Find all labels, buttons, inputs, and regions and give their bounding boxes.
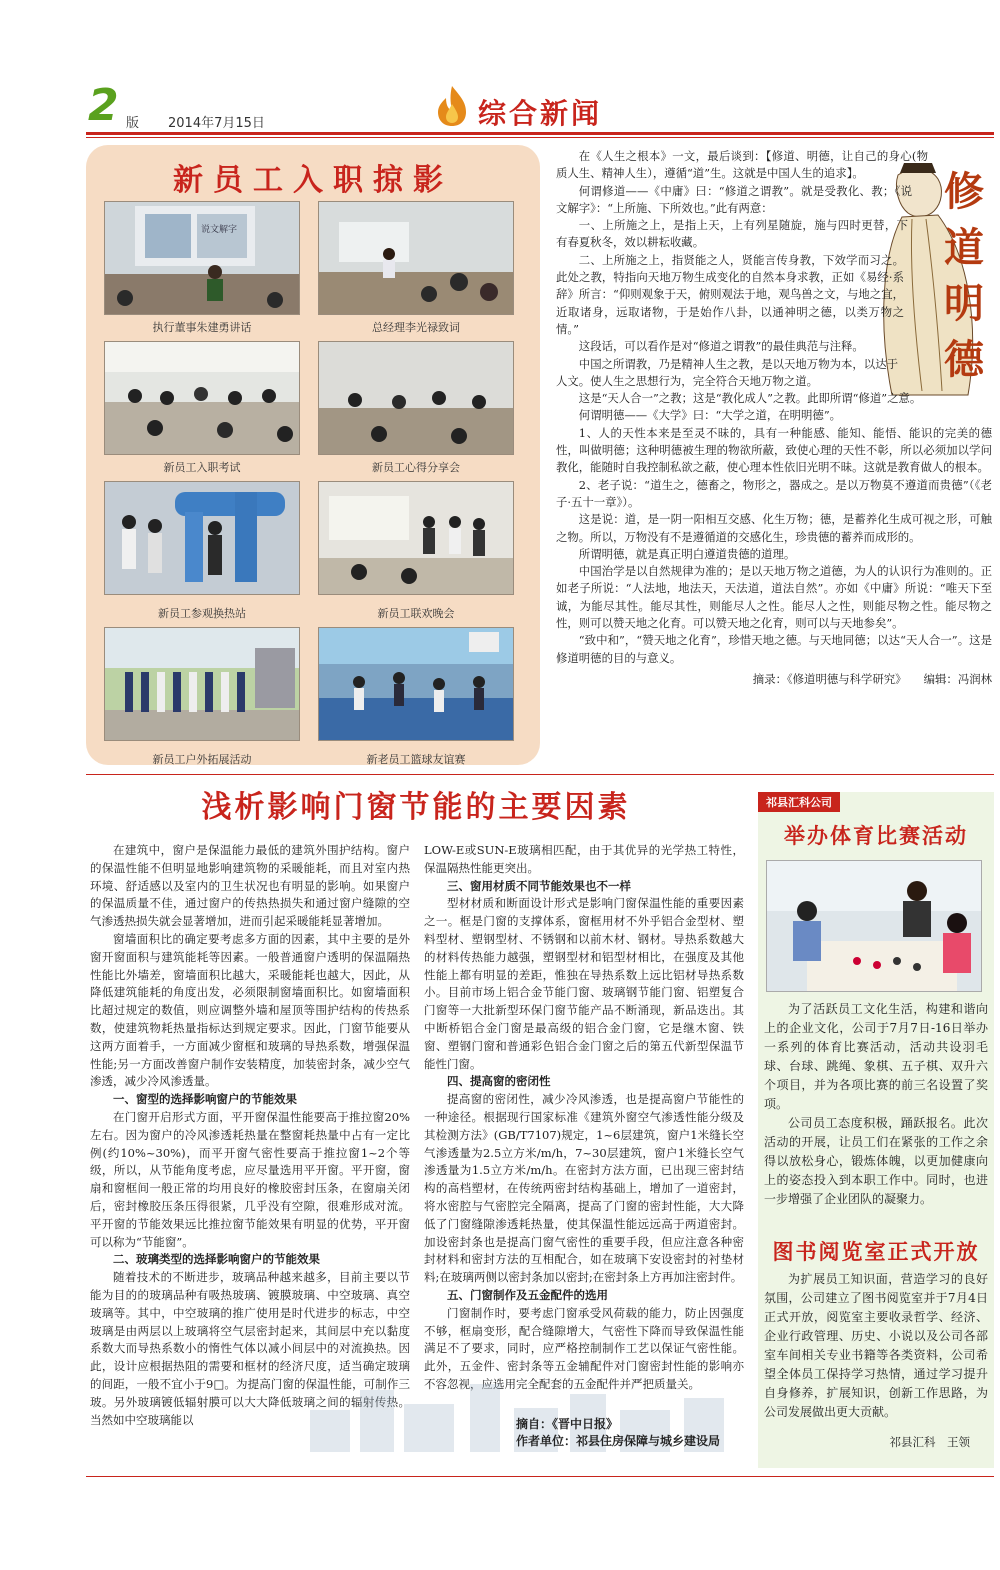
energy-source: 摘自：《晋中日报》 — [516, 1417, 619, 1431]
energy-author: 作者单位：祁县住房保障与城乡建设局 — [516, 1434, 721, 1448]
section-heading: 三、窗用材质不同节能效果也不一样 — [447, 878, 631, 893]
photo-speech-gm — [318, 201, 514, 315]
photo-basketball — [318, 627, 514, 741]
paragraph: 在建筑中，窗户是保温能力最低的建筑外围护结构。窗户的保温性能不但明显地影响建筑物的采暖能耗，而且对室内热环境、舒适感以及室内的卫生状况也有明显的影响。如果窗户的保温质量不佳，通过窗户的传热热损失和通过窗户缝隙的空气渗透热损失就会显著增加，进而引起采暖能耗显著增加。 — [90, 843, 410, 929]
sports-para-1: 为了活跃员工文化生活，构建和谐向上的企业文化，公司于7月7日-16日举办一系列的体育比赛活动，活动共设羽毛球、台球、跳绳、象棋、五子棋、双升六个项目，并为各项比赛的前三名设置了奖项。 — [764, 1002, 988, 1111]
photo-chess-game — [766, 860, 982, 992]
energy-article-title: 浅析影响门窗节能的主要因素 — [201, 790, 631, 825]
xiudao-source: 摘录：《修道明德与科学研究》 编辑：冯润林 — [752, 671, 992, 686]
xiudao-para-12: 所谓明德，就是真正明白遵道贵德的道理。 — [578, 546, 796, 561]
caption-1: 执行董事朱建勇讲话 — [152, 321, 252, 334]
xiudao-para-11: 这是说：道，是一阴一阳相互交感、化生万物；德，是蓄养化生成可视之形，可触之物。所以，万物没有不是遵循道的交感化生，珍贵德的蓄养而成形的。 — [556, 512, 992, 544]
xiudao-para-8: 何谓明德——《大学》曰：“大学之道，在明明德”。 — [578, 408, 842, 423]
header-rule-thin — [86, 137, 994, 138]
caption-4: 新员工心得分享会 — [372, 461, 460, 474]
flame-logo-icon — [432, 84, 472, 128]
xiudao-para-7: 这是“天人合一”之教；这是“教化成人”之教。此即所谓“修道”之意。 — [578, 391, 922, 406]
photo-outdoor-training — [104, 627, 300, 741]
art-char-de: 德 — [944, 336, 984, 383]
section-heading: 二、玻璃类型的选择影响窗户的节能效果 — [113, 1252, 320, 1267]
footer-rule — [86, 1476, 994, 1477]
section-heading: 五、门窗制作及五金配件的选用 — [447, 1287, 608, 1302]
xiudao-para-13: 中国治学是以自然规律为准的；是以天地万物之道德，为人的认识行为准则的。正如老子所说：“人法地，地法天，天法道，道法自然”。亦如《中庸》所说：“唯天下至诚，为能尽其性。能尽其性，则能尽人之性。能尽人之性，则能尽物之性。能尽物之性，则可以赞天地之化育。可以赞天地之化育，则可以与天地参矣”。 — [556, 564, 992, 631]
sports-para-2: 公司员工态度积极，踊跃报名。此次活动的开展，让员工们在紧张的工作之余得以放松身心，锻炼体魄，以更加健康向上的姿态投入到本职工作中。同时，也进一步增强了企业团队的凝聚力。 — [764, 1116, 988, 1206]
caption-5: 新员工参观换热站 — [158, 607, 246, 620]
library-title: 图书阅览室正式开放 — [772, 1239, 980, 1264]
xiudao-para-2: 何谓修道——《中庸》曰：“修道之谓教”。就是受教化、教；《说文解字》：“上所施、下所效也。”此有两意： — [556, 183, 912, 215]
energy-column-2 — [424, 842, 744, 1394]
caption-8: 新老员工篮球友谊赛 — [366, 753, 466, 766]
xiudao-para-6: 中国之所谓教，乃是精神人生之教，是以天地万物为本，以达于人文。使人生之思想行为，完全符合天地万物之道。 — [556, 356, 898, 388]
photo-sharing-session — [318, 341, 514, 455]
xiudao-para-14: “致中和”，“赞天地之化育”，珍惜天地之德。与天地同德；以达“天人合一”。这是修道明德的目的与意义。 — [556, 633, 992, 665]
photo-panel — [86, 145, 540, 765]
xiudao-para-10: 2、老子说：“道生之，德畜之，物形之，器成之。是以万物莫不遵道而贵德”（《老子·五十一章》）。 — [556, 477, 992, 509]
paragraph: 在门窗开启形式方面，平开窗保温性能要高于推拉窗20%左右。因为窗户的冷风渗透耗热量在整窗耗热量中占有一定比例(约10%~30%)，而平开窗气密性要高于推拉窗1~2个等级，所以，从节能角度考虑，应尽量选用平开窗。平开窗，窗扇和窗框间一般正常的均用良好的橡胶密封压条，在窗扇关闭后，密封橡胶压条压得很紧，几乎没有空隙，很难形成对流。平开窗的节能效果远比推拉窗节能效果有明显的优势，平开窗可以称为“节能窗”。 — [90, 1109, 410, 1249]
xiudao-para-5: 这段话，可以看作是对“修道之谓教”的最佳典范与注释。 — [578, 339, 864, 354]
page-number: 2 — [88, 80, 119, 131]
art-char-ming: 明 — [944, 280, 984, 327]
header-rule — [86, 132, 994, 135]
art-char-xiu: 修 — [944, 168, 984, 215]
photo-heat-station — [104, 481, 300, 595]
xiudao-article — [556, 148, 992, 688]
paragraph: 型材材质和断面设计形式是影响门窗保温性能的重要因素之一。框是门窗的支撑体系，窗框用材不外乎铝合金型材、塑料型材、塑钢型材、不锈钢和以前木材、钢材。导热系数越大的材料传热能力越强，塑钢型材和铝型材相比，在强度及其他性能上都有明显的差距，惟独在导热系数上远比铝材导热系数小。目前市场上铝合金节能门窗、玻璃钢节能门窗、铝塑复合门窗等一大批新型环保门窗节能产品不断涌现，新品迭出。其中断桥铝合金门窗是最高级的铝合金门窗，它是继木窗、铁窗、塑钢门窗和普通彩色铝合金门窗之后的第五代新型保温节能性门窗。 — [424, 896, 744, 1071]
section-title: 综合新闻 — [478, 97, 603, 130]
photo-evening-party — [318, 481, 514, 595]
photo-speech-chairman — [104, 201, 300, 315]
energy-column-1 — [90, 842, 410, 1429]
xiudao-para-9: 1、人的天性本来是至灵不昧的，具有一种能感、能知、能悟、能识的完美的德性，叫做明德；这种明德被生理的物欲所蔽，致使心理的天性不彰，所以必须加以学问教化，能随时自我控制私欲之蔽，使心理本性依旧光明不昧。这就是教育做人的根本。 — [556, 425, 992, 475]
paragraph: 门窗制作时，要考虑门窗承受风荷载的能力，防止因强度不够，框扇变形，配合缝隙增大，气密性下降而导致保温性能满足不了要求，同时，应严格控制制作工艺以保证气密性能。此外，五金件、密封条等五金辅配件对门窗密封性能的影响亦不容忽视，应选用完全配套的五金配件并严把质量关。 — [424, 1305, 744, 1391]
xiudao-para-1: 在《人生之根本》一文，最后谈到：【修道、明德，让自己的身心(物质人生、精神人生），遵循“道”生。这就是中国人生的追求】。 — [556, 149, 928, 181]
sports-event-title: 举办体育比赛活动 — [784, 823, 968, 848]
photo-panel-title: 新员工入职掠影 — [173, 163, 453, 198]
xiudao-para-3: 一、上所施之上，是指上天，上有列星随旋，施与四时更替，下有春夏秋冬，效以耕耘收藏。 — [556, 218, 908, 250]
library-para-1: 为扩展员工知识面，营造学习的良好氛围，公司建立了图书阅览室并于7月4日正式开放，阅览室主要收录哲学、经济、企业行政管理、历史、小说以及公司各部室车间相关专业书籍等各类资料，公司希望全体员工保持学习热情，通过学习提升自身修养，扩展知识，创新工作思路，为公司发展做出更大贡献。 — [764, 1272, 988, 1419]
company-tag: 祁县汇科公司 — [758, 792, 840, 812]
sports-event-text — [764, 1000, 988, 1209]
energy-source-block — [516, 1416, 720, 1450]
paragraph: 窗墙面积比的确定要考虑多方面的因素，其中主要的是外窗开窗面积与建筑能耗等因素。一般普通窗户透明的保温隔热性能比外墙差，窗墙面积比越大，采暖能耗也越大，因此，从降低建筑能耗的角度出发，必须限制窗墙面积比。如窗墙面积比超过规定的数值，则应调整外墙和屋顶等围护结构的传热系数，使建筑物耗热量指标达到规定要求。因此，门窗节能要从这两方面着手，一方面减少窗框和玻璃的导热系数，增强保温性能;另一方面改善窗户制作安装精度，加装密封条，减少空气渗透，减少冷风渗透量。 — [90, 931, 410, 1089]
section-heading: 四、提高窗的密闭性 — [447, 1074, 551, 1089]
paragraph: 提高窗的密闭性，减少冷风渗透，也是提高窗户节能性的一种途径。根据现行国家标准《建筑外窗空气渗透性能分级及其检测方法》(GB/T7107)规定，1~6层建筑，窗户1米缝长空气渗透量为2.5立方米/m/h，7~30层建筑，窗户1米缝长空气渗透量为1.5立方米/m/h。在密封方法方面，已出现三密封结构的高档塑材，在传统两密封结构基础上，增加了一道密封，将水密腔与气密腔完全隔离，提高了门窗的密封性能，大大降低了门窗缝隙渗透耗热量，使其保温性能远远高于两道密封。加设密封条也是提高门窗气密性的重要手段，但应注意各种密封材料和密封方法的互相配合，如在玻璃下安设密封的衬垫材料;在玻璃两侧以密封条加以密封;在密封条上方再加注密封件。 — [424, 1092, 744, 1285]
xiudao-para-4: 二、上所施之上，指贤能之人，贤能言传身教，下效学而习之。此处之教，特指向天地万物生成变化的自然本身求教，正如《易经·系辞》所言：“仰则观象于天，俯则观法于地，观鸟兽之文，与地之宜，近取诸身，远取诸物，于是始作八卦，以通神明之德，以类万物之情。” — [556, 252, 904, 336]
library-text — [764, 1270, 988, 1422]
middle-rule — [86, 774, 994, 775]
caption-6: 新员工联欢晚会 — [377, 607, 455, 620]
art-char-dao: 道 — [944, 224, 984, 271]
screen-text: 说文解字 — [201, 225, 238, 235]
caption-2: 总经理李光禄致词 — [372, 321, 460, 334]
page-suffix: 版 — [126, 116, 140, 131]
paragraph: 随着技术的不断进步，玻璃品种越来越多，目前主要以节能为目的的玻璃品种有吸热玻璃、镀膜玻璃、中空玻璃、真空玻璃等。其中，中空玻璃的推广使用是时代进步的标志，中空玻璃是由两层以上玻璃将空气层密封起来，其间层中充以黏度系数大而导热系数小的惰性气体以减小间层中的对流换热。因此，设计应根据热阻的需要和框材的经济尺度，适当确定玻璃的间距，一般不宜小于9□。为提高门窗的保温性能，可制作三玻。另外玻璃镀低辐射膜可以大大降低玻璃之间的辐射传热。当然如中空玻璃能以 — [90, 1270, 410, 1427]
paragraph: LOW-E或SUN-E玻璃相匹配，由于其优异的光学热工特性，保温隔热性能更突出。 — [424, 843, 744, 875]
photo-entry-exam — [104, 341, 300, 455]
section-heading: 一、窗型的选择影响窗户的节能效果 — [113, 1092, 297, 1107]
issue-date: 2014年7月15日 — [168, 116, 265, 131]
sidebar-signature: 祁县汇科 王领 — [889, 1435, 970, 1449]
caption-7: 新员工户外拓展活动 — [152, 753, 252, 766]
caption-3: 新员工入职考试 — [163, 461, 241, 474]
